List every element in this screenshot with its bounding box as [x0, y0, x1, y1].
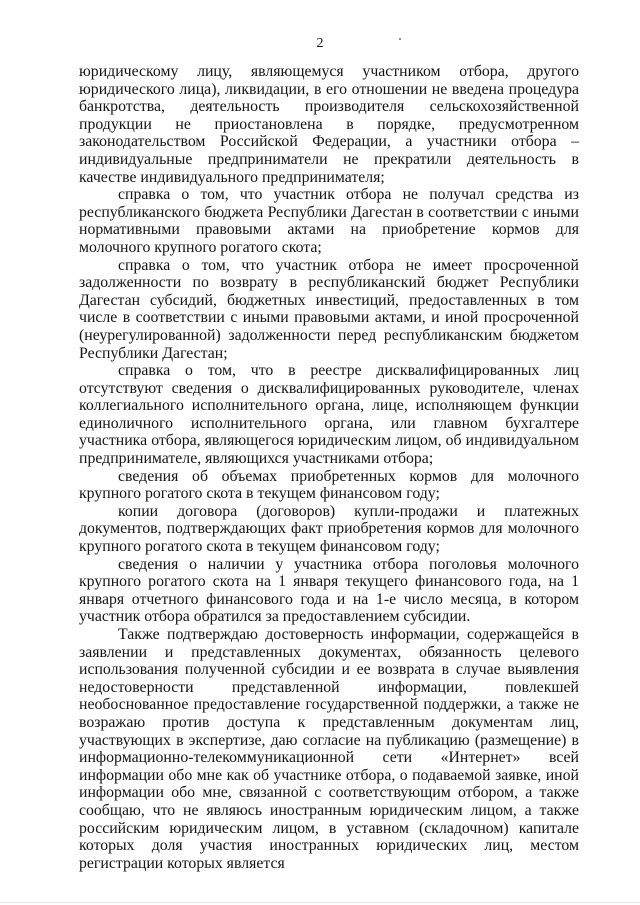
paragraph-disqualified-persons-certificate: справка о том, что в реестре дисквалифицированных лиц отсутствуют сведения о дисквалифицированных руководителе, членах коллегиального исполнительного органа, лице, исполняющем функции единоличного исполнительного органа, или главном бухгалтере участника отбора, являющегося юридическим лицом, об индивидуальном предпринимателе, являющихся участниками отбора;: [79, 362, 579, 468]
paragraph-livestock-count-info: сведения о наличии у участника отбора поголовья молочного крупного рогатого скота на 1 января текущего финансового года, на 1 января отчетного финансового года и на 1-е число месяца, в котором участник отбора обратился за предоставлением субсидии.: [79, 555, 579, 626]
document-body: [79, 63, 579, 872]
paragraph-feed-volumes-info: сведения об объемах приобретенных кормов для молочного крупного рогатого скота в текущем финансовом году;: [79, 467, 579, 503]
paragraph-no-overdue-debt-certificate: справка о том, что участник отбора не имеет просроченной задолженности по возврату в республиканский бюджет Республики Дагестан субсидий, бюджетных инвестиций, предоставленных в том числе в соответствии с иными правовыми актами, и иной просроченной (неурегулированной) задолженности перед республиканским бюджетом Республики Дагестан;: [79, 256, 579, 362]
paragraph-confirmation-and-consent: Также подтверждаю достоверность информации, содержащейся в заявлении и представленных документах, обязанность целевого использования полученной субсидии и ее возврата в случае выявления недостоверности представленной информации, повлекшей необоснованное предоставление государственной поддержки, а также не возражаю против доступа к представленным документам лиц, участвующих в экспертизе, даю согласие на публикацию (размещение) в информационно-телекоммуникационной сети «Интернет» всей информации обо мне как об участнике отбора, о подаваемой заявке, иной информации обо мне, связанной с соответствующим отбором, а также сообщаю, что не являюсь иностранным юридическим лицом, а также российским юридическим лицом, в уставном (складочном) капитале которых доля участия иностранных юридических лиц, местом регистрации которых является: [79, 626, 579, 872]
paragraph-legal-entity-status: юридическому лицу, являющемуся участником отбора, другого юридического лица), ликвидации, в его отношении не введена процедура банкротства, деятельность производителя сельскохозяйственной продукции не приостановлена в порядке, предусмотренном законодательством Российской Федерации, а участники отбора – индивидуальные предприниматели не прекратили деятельность в качестве индивидуального предпринимателя;: [79, 63, 579, 186]
page-number: 2: [316, 36, 324, 51]
scan-bottom-edge: [0, 902, 640, 903]
paragraph-no-budget-funds-certificate: справка о том, что участник отбора не получал средства из республиканского бюджета Республики Дагестан в соответствии с иными нормативными правовыми актами на приобретение кормов для молочного крупного рогатого скота;: [79, 186, 579, 256]
paragraph-purchase-contract-copies: копии договора (договоров) купли-продажи и платежных документов, подтверждающих факт приобретения кормов для молочного крупного рогатого скота в текущем финансовом году;: [79, 502, 579, 556]
